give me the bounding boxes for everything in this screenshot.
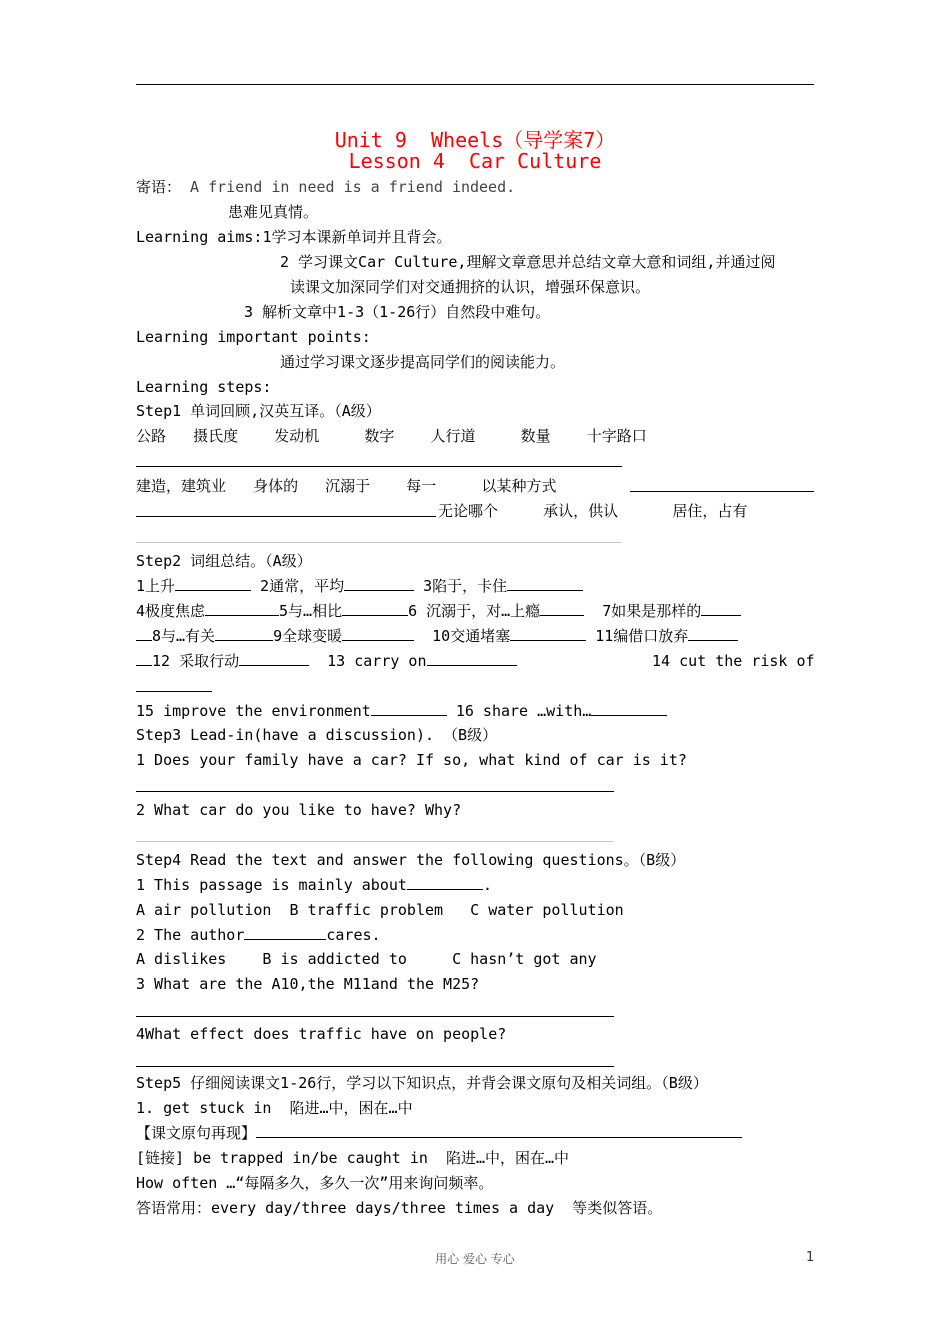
phrase-8: 8与…有关	[152, 627, 216, 645]
step3-question-1: 1 Does your family have a car? If so, what kind of car is it?	[136, 751, 687, 769]
step4-q1-options: A air pollution B traffic problem C water pollution	[136, 901, 624, 919]
answer-blank[interactable]	[136, 626, 152, 641]
title-line-2: Lesson 4 Car Culture	[348, 149, 602, 173]
phrase-14: 14 cut the risk of	[652, 652, 815, 670]
answer-line	[136, 466, 622, 467]
steps-label: Learning steps:	[136, 378, 272, 396]
phrase-15: 15 improve the environment	[136, 702, 371, 720]
phrase-10: 10交通堵塞	[414, 627, 511, 645]
motto-english: A friend in need is a friend indeed.	[190, 178, 516, 196]
step1-row2: 建造，建筑业 身体的 沉溺于 每一 以某种方式	[136, 477, 557, 495]
question-text: 2 The author	[136, 926, 245, 944]
step3-title: Step3 Lead-in(have a discussion). （B级）	[136, 726, 498, 744]
answer-line	[136, 1016, 614, 1017]
answer-blank[interactable]	[688, 626, 738, 641]
title-line-1: Unit 9 Wheels（导学案7）	[334, 128, 616, 152]
answer-blank[interactable]	[136, 651, 152, 666]
answer-blank[interactable]	[371, 701, 447, 716]
answer-blank[interactable]	[205, 601, 279, 616]
aims-item-2b: 读课文加深同学们对交通拥挤的认识，增强环保意识。	[290, 278, 651, 296]
phrase-13: 13 carry on	[309, 652, 427, 670]
phrase-16: 16 share …with…	[446, 702, 592, 720]
step2-row2	[136, 601, 741, 621]
section-divider	[136, 542, 622, 543]
step5-point-1: 1. get stuck in 陷进…中，困在…中	[136, 1099, 413, 1117]
answer-line	[136, 1066, 614, 1067]
answer-blank[interactable]	[342, 601, 408, 616]
answer-blank[interactable]	[407, 875, 483, 890]
step1-title: Step1 单词回顾,汉英互译。（A级）	[136, 402, 381, 420]
phrase-12: 12 采取行动	[152, 652, 240, 670]
page-footer: 用心 爱心 专心	[435, 1252, 515, 1266]
answer-blank[interactable]	[510, 626, 586, 641]
answer-line	[630, 491, 814, 492]
step5-answers: 答语常用：every day/three days/three times a day 等类似答语。	[136, 1199, 663, 1217]
phrase-9: 9全球变暖	[273, 627, 343, 645]
answer-line	[136, 516, 436, 517]
answer-line	[136, 841, 614, 842]
step2-row5	[136, 701, 667, 721]
phrase-11: 11编借口放弃	[586, 627, 689, 645]
aims-line	[136, 227, 451, 247]
motto-line	[136, 177, 515, 197]
header-rule	[136, 84, 814, 85]
step4-title: Step4 Read the text and answer the following questions。（B级）	[136, 851, 686, 869]
page-number: 1	[806, 1250, 815, 1265]
aims-label: Learning aims:	[136, 228, 263, 246]
step3-question-2: 2 What car do you like to have? Why?	[136, 801, 462, 819]
step5-title: Step5 仔细阅读课文1-26行，学习以下知识点，并背会课文原句及相关词组。（B级）	[136, 1074, 708, 1092]
answer-blank[interactable]	[175, 576, 251, 591]
step2-row4	[136, 651, 517, 671]
motto-chinese: 患难见真情。	[228, 203, 319, 221]
aims-item-3: 3 解析文章中1-3（1-26行）自然段中难句。	[244, 303, 551, 321]
step1-row1: 公路 摄氏度 发动机 数字 人行道 数量 十字路口	[136, 427, 647, 445]
phrase-1: 1上升	[136, 577, 176, 595]
step4-question-2	[136, 925, 381, 945]
step1-row3: 无论哪个 承认，供认 居住，占有	[438, 502, 748, 520]
answer-blank[interactable]	[244, 925, 326, 940]
phrase-4: 4极度焦虑	[136, 602, 206, 620]
answer-blank[interactable]	[344, 576, 414, 591]
step4-question-4: 4What effect does traffic have on people?	[136, 1025, 507, 1043]
step4-question-3: 3 What are the A10,the M11and the M25?	[136, 975, 480, 993]
important-text: 通过学习课文逐步提高同学们的阅读能力。	[280, 353, 566, 371]
important-label: Learning important points:	[136, 328, 371, 346]
phrase-3: 3陷于，卡住	[414, 577, 508, 595]
answer-blank[interactable]	[342, 626, 414, 641]
phrase-7: 7如果是那样的	[584, 602, 702, 620]
step4-q2-options: A dislikes B is addicted to C hasn’t got any	[136, 950, 597, 968]
answer-line	[136, 691, 212, 692]
answer-blank[interactable]	[215, 626, 273, 641]
aims-item-1: 1学习本课新单词并且背会。	[262, 228, 452, 246]
answer-blank[interactable]	[507, 576, 583, 591]
step5-how-often: How often …“每隔多久，多久一次”用来询问频率。	[136, 1174, 494, 1192]
question-text: cares.	[326, 926, 381, 944]
answer-blank[interactable]	[427, 651, 517, 666]
step5-link: [链接] be trapped in/be caught in 陷进…中，困在…中	[136, 1149, 570, 1167]
step4-question-1: 1 This passage is mainly about .	[136, 876, 492, 894]
step2-row3	[136, 626, 738, 646]
phrase-2: 2通常，平均	[251, 577, 345, 595]
answer-blank[interactable]	[701, 601, 741, 616]
original-sentence-label: 【课文原句再现】	[136, 1124, 257, 1142]
step2-title: Step2 词组总结。（A级）	[136, 552, 312, 570]
motto-label: 寄语：	[136, 178, 182, 196]
step5-original-sentence	[136, 1123, 742, 1143]
phrase-6: 6 沉溺于，对…上瘾	[408, 602, 541, 620]
answer-line	[136, 791, 614, 792]
phrase-5: 5与…相比	[279, 602, 343, 620]
step2-row1	[136, 576, 583, 596]
answer-blank[interactable]	[239, 651, 309, 666]
answer-blank[interactable]	[256, 1123, 742, 1138]
answer-blank[interactable]	[540, 601, 584, 616]
question-text: 1 This passage is mainly about	[136, 876, 407, 894]
aims-item-2a: 2 学习课文Car Culture,理解文章意思并总结文章大意和词组,并通过阅	[280, 253, 776, 271]
answer-blank[interactable]	[591, 701, 667, 716]
